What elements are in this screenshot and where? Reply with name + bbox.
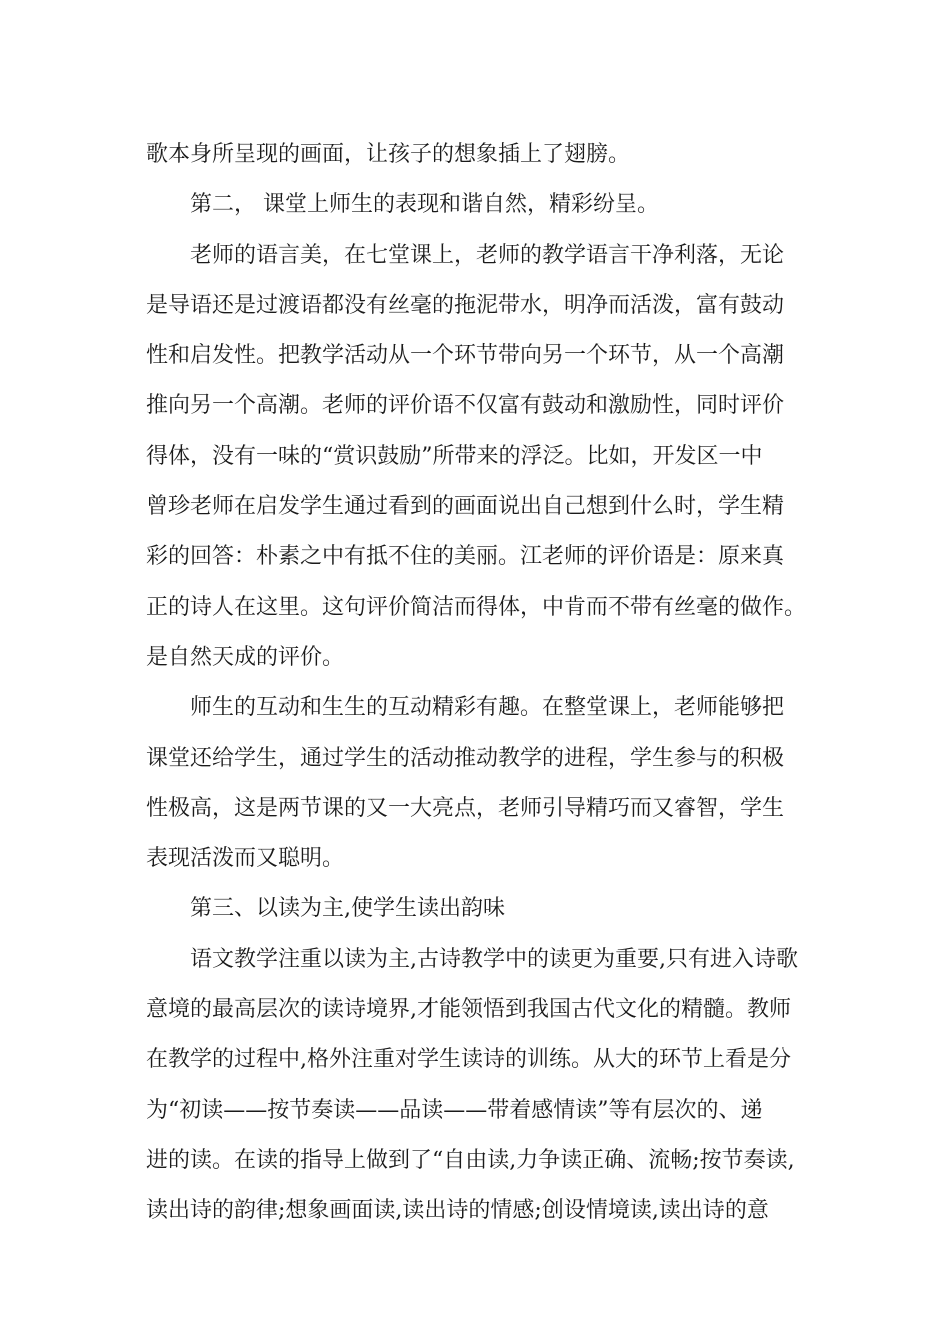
text-line: 老师的语言美，在七堂课上，老师的教学语言干净利落，无论 [190,242,785,268]
text-line: 意境的最高层次的读诗境界,才能领悟到我国古代文化的精髓。教师 [146,997,791,1023]
text-line: 歌本身所呈现的画面，让孩子的想象插上了翅膀。 [146,142,631,167]
text-line: 语文教学注重以读为主,古诗教学中的读更为重要,只有进入诗歌 [190,946,798,972]
text-line: 彩的回答：朴素之中有抵不住的美丽。江老师的评价语是：原来真 [146,544,785,570]
text-line: 读出诗的韵律;想象画面读,读出诗的情感;创设情境读,读出诗的意 [146,1198,769,1224]
text-line: 在教学的过程中,格外注重对学生读诗的训练。从大的环节上看是分 [146,1047,791,1073]
text-line: 进的读。在读的指导上做到了“自由读,力争读正确、流畅;按节奏读, [146,1147,795,1173]
text-line: 第三、以读为主,使学生读出韵味 [190,896,505,922]
text-line: 表现活泼而又聪明。 [146,846,345,872]
text-line: 是自然天成的评价。 [146,644,345,670]
text-line: 得体，没有一味的“赏识鼓励”所带来的浮泛。比如，开发区一中 [146,443,763,469]
text-line: 为“初读——按节奏读——品读——带着感情读”等有层次的、递 [146,1097,763,1123]
text-line: 课堂还给学生，通过学生的活动推动教学的进程，学生参与的积极 [146,745,785,771]
text-line: 是导语还是过渡语都没有丝毫的拖泥带水，明净而活泼，富有鼓动 [146,292,785,318]
text-line: 师生的互动和生生的互动精彩有趣。在整堂课上，老师能够把 [190,695,785,721]
text-line: 曾珍老师在启发学生通过看到的画面说出自己想到什么时，学生精 [146,494,785,520]
body-text [146,130,806,1237]
text-line: 推向另一个高潮。老师的评价语不仅富有鼓动和激励性，同时评价 [146,393,785,419]
text-line: 第二， 课堂上师生的表现和谐自然，精彩纷呈。 [190,192,659,218]
text-line: 性和启发性。把教学活动从一个环节带向另一个环节，从一个高潮 [146,343,785,369]
text-line: 正的诗人在这里。这句评价简洁而得体，中肯而不带有丝毫的做作。 [146,594,807,620]
text-line: 性极高，这是两节课的又一大亮点，老师引导精巧而又睿智，学生 [146,795,785,821]
